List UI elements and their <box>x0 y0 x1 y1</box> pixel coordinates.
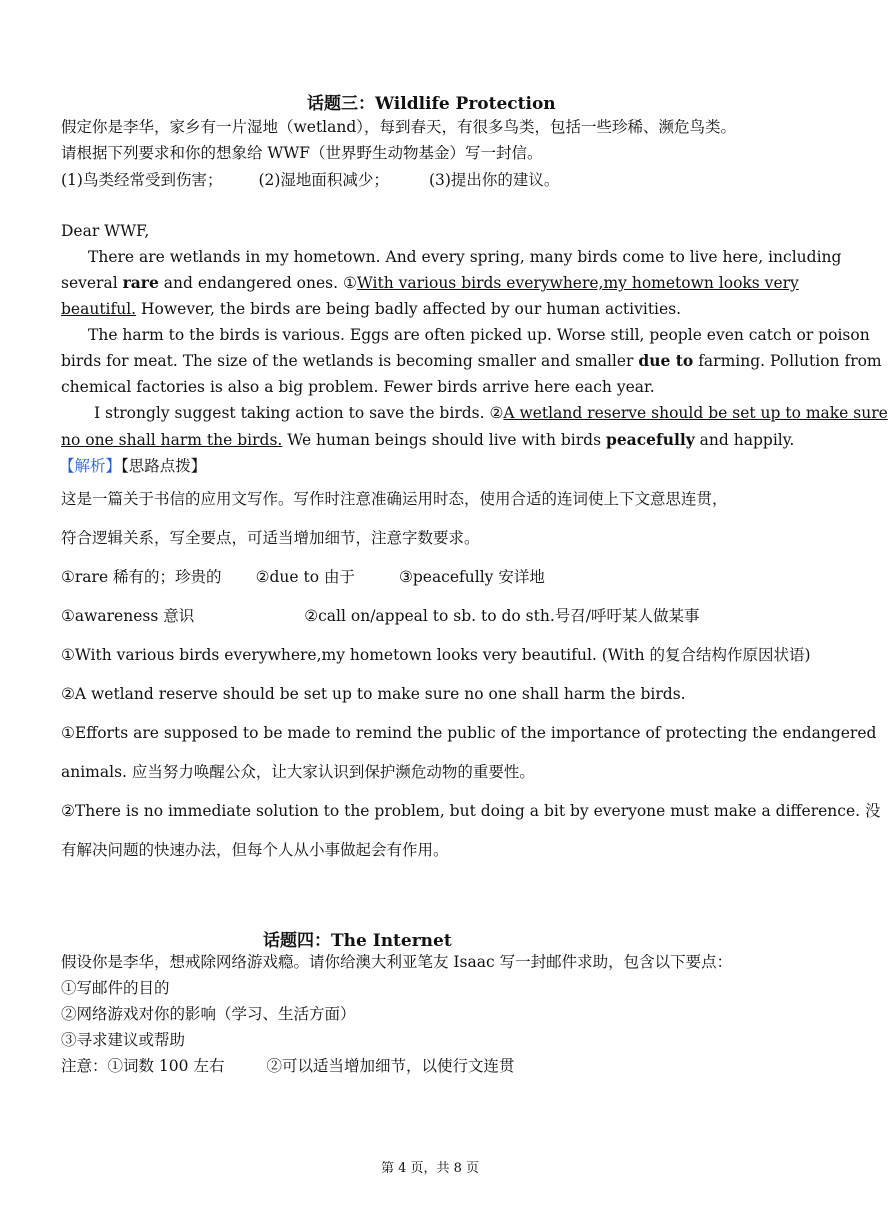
topic4-point-2: ②网络游戏对你的影响（学习、生活方面） <box>61 1005 356 1023</box>
vocab-item: ③peacefully 安详地 <box>398 568 545 586</box>
sentence-4-line-1: ②There is no immediate solution to the problem, but doing a bit by everyone must make a difference. 没 <box>61 802 881 820</box>
letter-p1-line-3 <box>61 299 681 319</box>
sentence-1: ①With various birds everywhere,my hometown looks very beautiful. (With 的复合结构作原因状语) <box>61 646 811 664</box>
topic3-prompt-line-1: 假定你是李华，家乡有一片湿地（wetland），每到春天，有很多鸟类，包括一些珍稀、濒危鸟类。 <box>61 118 737 136</box>
letter-p2-line-2 <box>61 351 882 371</box>
keyword-peacefully: peacefully <box>605 430 695 449</box>
text-run: several <box>61 274 123 292</box>
sentence-2: ②A wetland reserve should be set up to make sure no one shall harm the birds. <box>61 685 686 703</box>
text-run: I strongly suggest taking action to save the birds. ② <box>94 404 504 422</box>
underlined-sentence-2: A wetland reserve should be set up to make sure <box>503 404 888 422</box>
keyword-rare: rare <box>122 273 159 292</box>
topic3-point-1: (1)鸟类经常受到伤害； <box>61 171 223 189</box>
page-footer: 第 4 页，共 8 页 <box>380 1161 480 1176</box>
text-run: However, the birds are being badly affected by our human activities. <box>136 300 682 318</box>
letter-p3-line-1 <box>94 403 888 423</box>
letter-p3-line-2 <box>61 430 794 450</box>
text-run: and endangered ones. ① <box>158 274 357 292</box>
note-item: 注意：①词数 100 左右 <box>61 1057 225 1075</box>
underlined-sentence-2-end: no one shall harm the birds. <box>61 431 283 449</box>
topic4-point-3: ③寻求建议或帮助 <box>61 1031 186 1049</box>
vocab-row-1 <box>61 567 545 587</box>
keyword-due-to: due to <box>638 351 694 370</box>
analysis-line-2: 符合逻辑关系，写全要点，可适当增加细节，注意字数要求。 <box>61 529 480 547</box>
letter-p2-line-3: chemical factories is also a big problem. Fewer birds arrive here each year. <box>61 378 655 396</box>
letter-greeting: Dear WWF, <box>61 222 150 240</box>
analysis-line-1: 这是一篇关于书信的应用文写作。写作时注意准确运用时态，使用合适的连词使上下文意思连贯， <box>61 490 728 508</box>
vocab-item: ②due to 由于 <box>255 568 355 586</box>
topic3-point-3: (3)提出你的建议。 <box>428 171 560 189</box>
underlined-sentence-1-end: beautiful. <box>61 300 137 318</box>
text-run: birds for meat. The size of the wetlands is becoming smaller and smaller <box>61 352 639 370</box>
topic3-prompt-line-2: 请根据下列要求和你的想象给 WWF（世界野生动物基金）写一封信。 <box>61 144 543 162</box>
vocab-row-2 <box>61 606 700 626</box>
topic4-point-1: ①写邮件的目的 <box>61 979 170 997</box>
sentence-3-line-2: animals. 应当努力唤醒公众，让大家认识到保护濒危动物的重要性。 <box>61 763 535 781</box>
vocab-item: ①rare 稀有的；珍贵的 <box>61 568 222 586</box>
topic3-point-2: (2)湿地面积减少； <box>258 171 389 189</box>
letter-p2-line-1: The harm to the birds is various. Eggs are often picked up. Worse still, people even catch or poison <box>88 326 870 344</box>
text-run: We human beings should live with birds <box>282 431 606 449</box>
vocab-item: ②call on/appeal to sb. to do sth.号召/呼吁某人做某事 <box>304 607 700 625</box>
underlined-sentence-1: With various birds everywhere,my hometown looks very <box>356 274 799 292</box>
note-item: ②可以适当增加细节，以使行文连贯 <box>266 1057 515 1075</box>
analysis-header <box>59 456 206 476</box>
topic4-note <box>61 1056 514 1076</box>
topic4-title: 话题四：The Internet <box>263 931 452 951</box>
sentence-4-line-2: 有解决问题的快速办法，但每个人从小事做起会有作用。 <box>61 841 449 859</box>
letter-p1-line-2 <box>61 273 799 293</box>
analysis-tag: 【解析】 <box>59 457 122 475</box>
topic3-title: 话题三：Wildlife Protection <box>307 94 556 114</box>
letter-p1-line-1: There are wetlands in my hometown. And every spring, many birds come to live here, including <box>88 248 842 266</box>
vocab-item: ①awareness 意识 <box>61 607 195 625</box>
text-run: and happily. <box>694 431 795 449</box>
sentence-3-line-1: ①Efforts are supposed to be made to remind the public of the importance of protecting the endangered <box>61 724 877 742</box>
topic4-prompt: 假设你是李华，想戒除网络游戏瘾。请你给澳大利亚笔友 Isaac 写一封邮件求助，包含以下要点： <box>61 953 733 971</box>
text-run: farming. Pollution from <box>693 352 882 370</box>
topic3-points <box>61 170 559 190</box>
analysis-subtag: 【思路点拨】 <box>121 457 207 475</box>
